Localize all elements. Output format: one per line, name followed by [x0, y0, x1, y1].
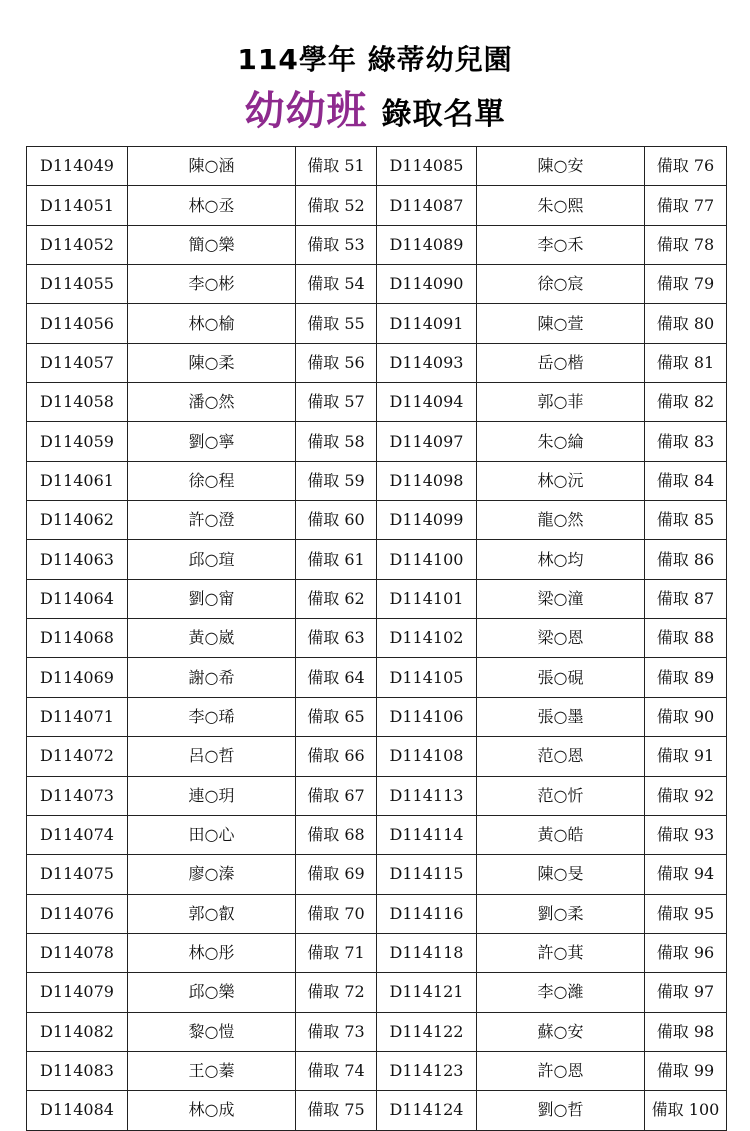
table-row [27, 579, 727, 618]
admission-status-cell: 備取 60 [296, 501, 377, 540]
child-name-cell: 范○忻 [477, 776, 645, 815]
table-row [27, 501, 727, 540]
applicant-id-cell: D114052 [27, 225, 128, 264]
child-name-cell: 陳○旻 [477, 855, 645, 894]
admission-table [26, 146, 727, 1131]
child-name-cell: 林○榆 [128, 304, 296, 343]
table-row [27, 225, 727, 264]
admission-status-cell: 備取 95 [645, 894, 727, 933]
child-name-cell: 廖○溱 [128, 855, 296, 894]
admission-status-cell: 備取 73 [296, 1012, 377, 1051]
table-row [27, 973, 727, 1012]
admission-status-cell: 備取 71 [296, 933, 377, 972]
applicant-id-cell: D114051 [27, 186, 128, 225]
page-title: 114學年 綠蒂幼兒園 [237, 43, 513, 76]
child-name-cell: 朱○綸 [477, 422, 645, 461]
admission-status-cell: 備取 54 [296, 265, 377, 304]
admission-status-cell: 備取 99 [645, 1051, 727, 1090]
applicant-id-cell: D114116 [377, 894, 477, 933]
admission-status-cell: 備取 63 [296, 619, 377, 658]
child-name-cell: 邱○瑄 [128, 540, 296, 579]
child-name-cell: 龍○然 [477, 501, 645, 540]
class-name-label: 幼幼班 [244, 88, 368, 134]
applicant-id-cell: D114063 [27, 540, 128, 579]
child-name-cell: 許○澄 [128, 501, 296, 540]
table-row [27, 265, 727, 304]
admission-status-cell: 備取 52 [296, 186, 377, 225]
admission-status-cell: 備取 98 [645, 1012, 727, 1051]
child-name-cell: 邱○樂 [128, 973, 296, 1012]
applicant-id-cell: D114055 [27, 265, 128, 304]
table-row [27, 697, 727, 736]
admission-status-cell: 備取 81 [645, 343, 727, 382]
table-row [27, 815, 727, 854]
applicant-id-cell: D114124 [377, 1091, 477, 1130]
child-name-cell: 陳○安 [477, 147, 645, 186]
table-row [27, 383, 727, 422]
applicant-id-cell: D114056 [27, 304, 128, 343]
table-row [27, 658, 727, 697]
applicant-id-cell: D114074 [27, 815, 128, 854]
child-name-cell: 徐○程 [128, 461, 296, 500]
applicant-id-cell: D114093 [377, 343, 477, 382]
applicant-id-cell: D114113 [377, 776, 477, 815]
admission-status-cell: 備取 78 [645, 225, 727, 264]
child-name-cell: 黃○崴 [128, 619, 296, 658]
admission-status-cell: 備取 91 [645, 737, 727, 776]
applicant-id-cell: D114071 [27, 697, 128, 736]
child-name-cell: 田○心 [128, 815, 296, 854]
applicant-id-cell: D114122 [377, 1012, 477, 1051]
admission-table-body [27, 147, 727, 1131]
applicant-id-cell: D114094 [377, 383, 477, 422]
admission-status-cell: 備取 69 [296, 855, 377, 894]
child-name-cell: 劉○寧 [128, 422, 296, 461]
applicant-id-cell: D114064 [27, 579, 128, 618]
admission-status-cell: 備取 57 [296, 383, 377, 422]
child-name-cell: 潘○然 [128, 383, 296, 422]
applicant-id-cell: D114049 [27, 147, 128, 186]
admission-status-cell: 備取 51 [296, 147, 377, 186]
admission-status-cell: 備取 86 [645, 540, 727, 579]
admission-status-cell: 備取 93 [645, 815, 727, 854]
child-name-cell: 朱○熙 [477, 186, 645, 225]
admission-status-cell: 備取 89 [645, 658, 727, 697]
admission-status-cell: 備取 70 [296, 894, 377, 933]
table-row [27, 894, 727, 933]
admission-status-cell: 備取 96 [645, 933, 727, 972]
table-row [27, 855, 727, 894]
admission-status-cell: 備取 66 [296, 737, 377, 776]
child-name-cell: 陳○柔 [128, 343, 296, 382]
list-name-label: 錄取名單 [381, 97, 506, 132]
applicant-id-cell: D114069 [27, 658, 128, 697]
admission-status-cell: 備取 59 [296, 461, 377, 500]
applicant-id-cell: D114059 [27, 422, 128, 461]
admission-status-cell: 備取 88 [645, 619, 727, 658]
admission-status-cell: 備取 97 [645, 973, 727, 1012]
child-name-cell: 劉○甯 [128, 579, 296, 618]
applicant-id-cell: D114106 [377, 697, 477, 736]
child-name-cell: 林○成 [128, 1091, 296, 1130]
applicant-id-cell: D114091 [377, 304, 477, 343]
child-name-cell: 李○禾 [477, 225, 645, 264]
child-name-cell: 林○沅 [477, 461, 645, 500]
child-name-cell: 林○丞 [128, 186, 296, 225]
admission-status-cell: 備取 67 [296, 776, 377, 815]
child-name-cell: 謝○希 [128, 658, 296, 697]
table-row [27, 619, 727, 658]
applicant-id-cell: D114076 [27, 894, 128, 933]
child-name-cell: 王○蓁 [128, 1051, 296, 1090]
applicant-id-cell: D114102 [377, 619, 477, 658]
admission-status-cell: 備取 58 [296, 422, 377, 461]
child-name-cell: 徐○宸 [477, 265, 645, 304]
table-row [27, 1091, 727, 1130]
admission-status-cell: 備取 53 [296, 225, 377, 264]
admission-status-cell: 備取 65 [296, 697, 377, 736]
admission-status-cell: 備取 77 [645, 186, 727, 225]
applicant-id-cell: D114068 [27, 619, 128, 658]
table-row [27, 540, 727, 579]
applicant-id-cell: D114098 [377, 461, 477, 500]
admission-status-cell: 備取 84 [645, 461, 727, 500]
child-name-cell: 林○彤 [128, 933, 296, 972]
table-row [27, 776, 727, 815]
applicant-id-cell: D114089 [377, 225, 477, 264]
child-name-cell: 梁○恩 [477, 619, 645, 658]
admission-status-cell: 備取 90 [645, 697, 727, 736]
applicant-id-cell: D114118 [377, 933, 477, 972]
table-row [27, 304, 727, 343]
child-name-cell: 陳○涵 [128, 147, 296, 186]
applicant-id-cell: D114097 [377, 422, 477, 461]
applicant-id-cell: D114090 [377, 265, 477, 304]
applicant-id-cell: D114073 [27, 776, 128, 815]
table-row [27, 186, 727, 225]
applicant-id-cell: D114075 [27, 855, 128, 894]
admission-status-cell: 備取 56 [296, 343, 377, 382]
applicant-id-cell: D114085 [377, 147, 477, 186]
child-name-cell: 陳○萱 [477, 304, 645, 343]
applicant-id-cell: D114079 [27, 973, 128, 1012]
child-name-cell: 梁○潼 [477, 579, 645, 618]
child-name-cell: 許○恩 [477, 1051, 645, 1090]
admission-status-cell: 備取 85 [645, 501, 727, 540]
applicant-id-cell: D114057 [27, 343, 128, 382]
admission-status-cell: 備取 68 [296, 815, 377, 854]
child-name-cell: 劉○柔 [477, 894, 645, 933]
applicant-id-cell: D114105 [377, 658, 477, 697]
admission-status-cell: 備取 72 [296, 973, 377, 1012]
child-name-cell: 郭○叡 [128, 894, 296, 933]
admission-status-cell: 備取 100 [645, 1091, 727, 1130]
applicant-id-cell: D114062 [27, 501, 128, 540]
admission-status-cell: 備取 61 [296, 540, 377, 579]
admission-status-cell: 備取 83 [645, 422, 727, 461]
applicant-id-cell: D114078 [27, 933, 128, 972]
admission-status-cell: 備取 87 [645, 579, 727, 618]
child-name-cell: 李○濰 [477, 973, 645, 1012]
applicant-id-cell: D114072 [27, 737, 128, 776]
applicant-id-cell: D114100 [377, 540, 477, 579]
applicant-id-cell: D114108 [377, 737, 477, 776]
applicant-id-cell: D114061 [27, 461, 128, 500]
child-name-cell: 簡○樂 [128, 225, 296, 264]
applicant-id-cell: D114115 [377, 855, 477, 894]
admission-status-cell: 備取 64 [296, 658, 377, 697]
table-row [27, 343, 727, 382]
applicant-id-cell: D114101 [377, 579, 477, 618]
admission-status-cell: 備取 75 [296, 1091, 377, 1130]
applicant-id-cell: D114121 [377, 973, 477, 1012]
child-name-cell: 黎○愷 [128, 1012, 296, 1051]
table-row [27, 461, 727, 500]
child-name-cell: 張○墨 [477, 697, 645, 736]
table-row [27, 1051, 727, 1090]
child-name-cell: 呂○哲 [128, 737, 296, 776]
table-row [27, 933, 727, 972]
applicant-id-cell: D114123 [377, 1051, 477, 1090]
applicant-id-cell: D114099 [377, 501, 477, 540]
child-name-cell: 黃○皓 [477, 815, 645, 854]
table-row [27, 737, 727, 776]
admission-status-cell: 備取 94 [645, 855, 727, 894]
admission-status-cell: 備取 76 [645, 147, 727, 186]
table-row [27, 147, 727, 186]
child-name-cell: 連○玥 [128, 776, 296, 815]
child-name-cell: 許○萁 [477, 933, 645, 972]
applicant-id-cell: D114083 [27, 1051, 128, 1090]
admission-status-cell: 備取 80 [645, 304, 727, 343]
applicant-id-cell: D114114 [377, 815, 477, 854]
child-name-cell: 張○硯 [477, 658, 645, 697]
child-name-cell: 范○恩 [477, 737, 645, 776]
table-row [27, 422, 727, 461]
child-name-cell: 郭○菲 [477, 383, 645, 422]
admission-status-cell: 備取 74 [296, 1051, 377, 1090]
child-name-cell: 蘇○安 [477, 1012, 645, 1051]
child-name-cell: 岳○楷 [477, 343, 645, 382]
admission-status-cell: 備取 82 [645, 383, 727, 422]
applicant-id-cell: D114084 [27, 1091, 128, 1130]
page-subtitle [0, 86, 750, 144]
child-name-cell: 林○均 [477, 540, 645, 579]
admission-status-cell: 備取 92 [645, 776, 727, 815]
table-row [27, 1012, 727, 1051]
admission-status-cell: 備取 55 [296, 304, 377, 343]
child-name-cell: 劉○哲 [477, 1091, 645, 1130]
admission-status-cell: 備取 79 [645, 265, 727, 304]
applicant-id-cell: D114082 [27, 1012, 128, 1051]
admission-status-cell: 備取 62 [296, 579, 377, 618]
child-name-cell: 李○彬 [128, 265, 296, 304]
child-name-cell: 李○琋 [128, 697, 296, 736]
applicant-id-cell: D114058 [27, 383, 128, 422]
applicant-id-cell: D114087 [377, 186, 477, 225]
